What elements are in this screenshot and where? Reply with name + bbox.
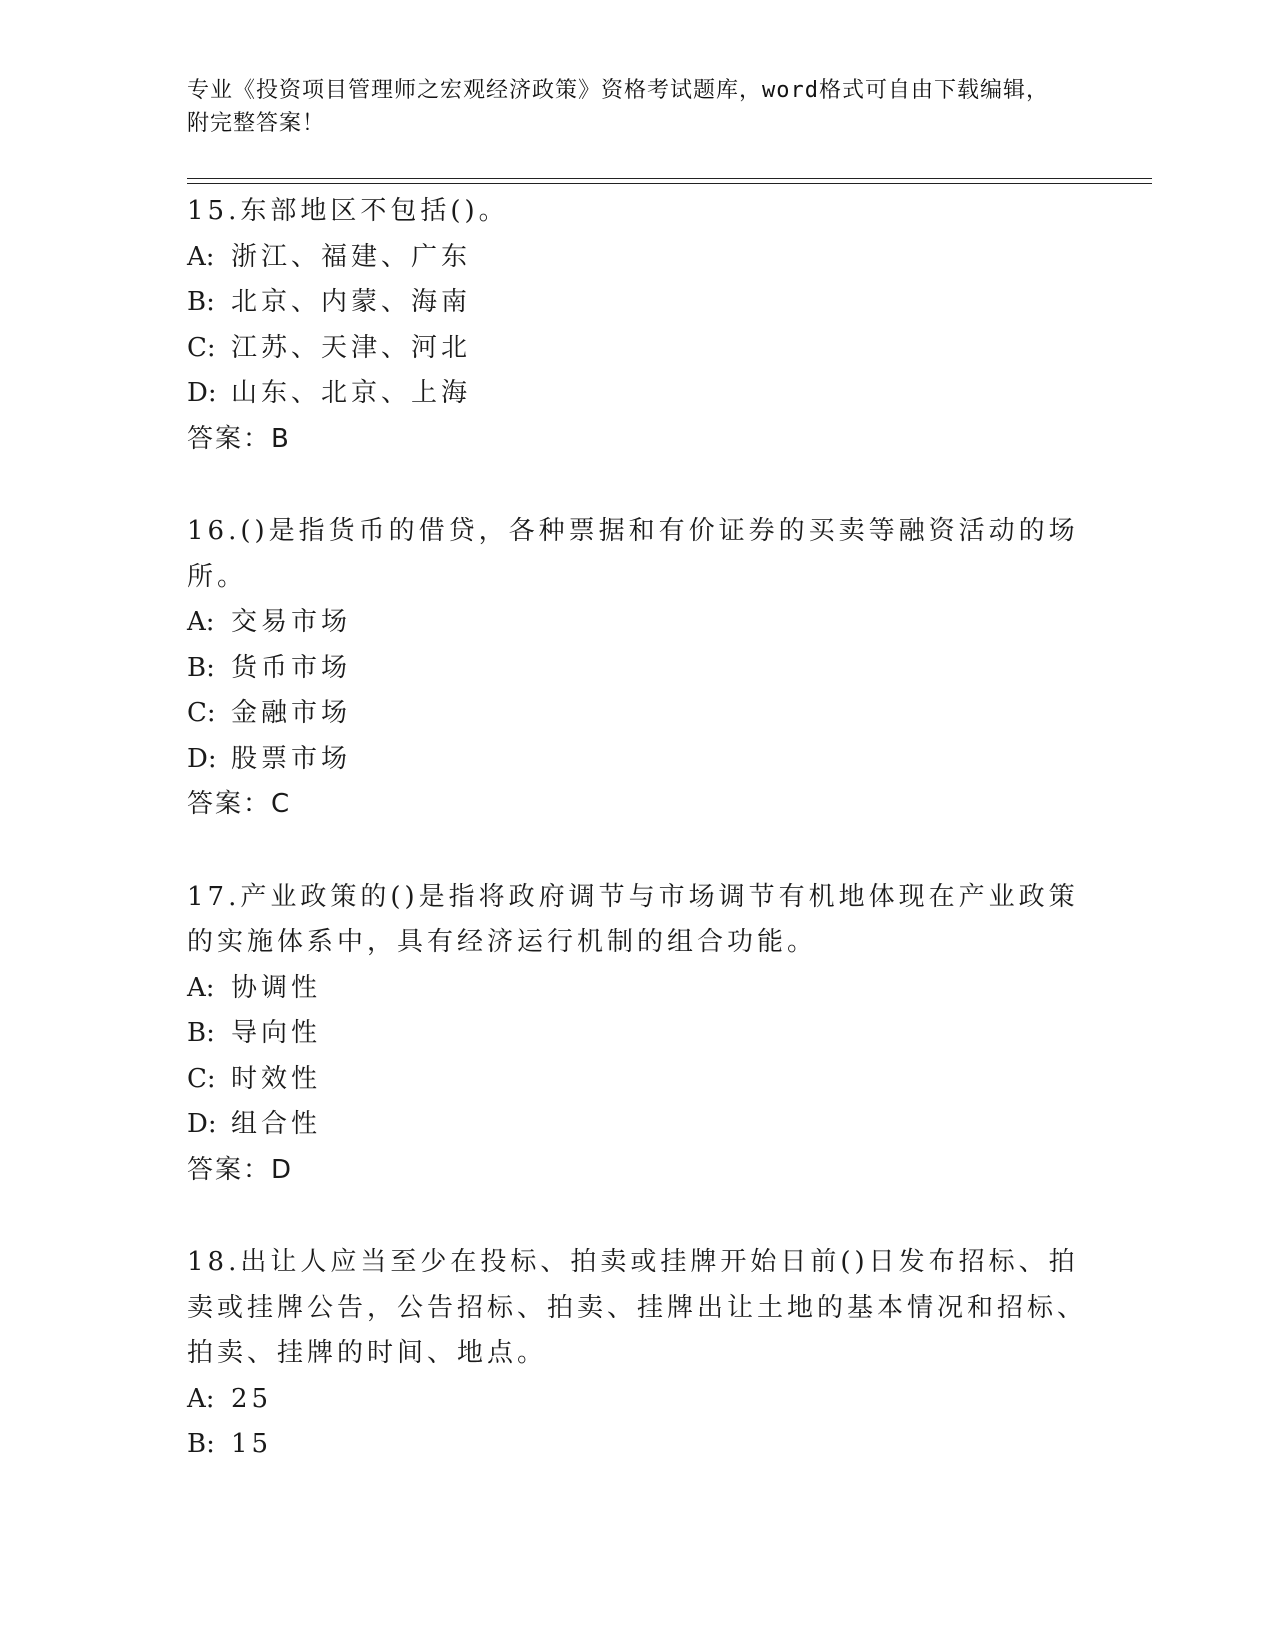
option-b [187, 646, 1087, 692]
option-text: 山东、北京、上海 [231, 378, 472, 408]
option-c [187, 326, 1087, 372]
option-text: 货币市场 [231, 652, 352, 683]
option-b [187, 280, 1087, 326]
option-key: C: [187, 1063, 216, 1094]
option-text: 股票市场 [231, 743, 352, 774]
option-text: 25 [231, 1383, 273, 1414]
option-key: D: [187, 743, 217, 774]
option-text: 15 [231, 1429, 273, 1459]
option-text: 组合性 [231, 1109, 322, 1139]
answer-line: 答案：D [187, 1154, 294, 1185]
option-c [187, 691, 1087, 737]
option-b [187, 1011, 1087, 1057]
question-list [187, 189, 1087, 1515]
question-stem: 17.产业政策的()是指将政府调节与市场调节有机地体现在产业政策的实施体系中，具有经济运行机制的组合功能。 [187, 881, 1079, 957]
option-key: B: [187, 1018, 215, 1048]
option-text: 金融市场 [231, 698, 352, 728]
document-header: 专业《投资项目管理师之宏观经济政策》资格考试题库，word格式可自由下载编辑，附完整答案！ [187, 78, 1049, 136]
question-16 [187, 509, 1087, 828]
question-18 [187, 1240, 1087, 1468]
option-key: A: [187, 607, 215, 637]
option-a [187, 966, 1087, 1012]
option-text: 浙江、福建、广东 [231, 241, 472, 272]
answer-line: 答案：C [187, 789, 292, 819]
option-key: A: [187, 241, 215, 272]
option-text: 北京、内蒙、海南 [231, 287, 472, 317]
option-key: A: [187, 1383, 215, 1414]
option-text: 交易市场 [231, 607, 352, 637]
option-key: B: [187, 1429, 215, 1459]
question-17 [187, 875, 1087, 1194]
option-c [187, 1057, 1087, 1103]
option-key: D: [187, 1109, 217, 1139]
option-a [187, 1377, 1087, 1423]
option-text: 协调性 [231, 972, 322, 1003]
option-key: C: [187, 332, 216, 363]
option-d [187, 1102, 1087, 1148]
option-a [187, 235, 1087, 281]
option-text: 时效性 [231, 1063, 322, 1094]
question-stem: 15.东部地区不包括()。 [187, 196, 509, 226]
question-15 [187, 189, 1087, 462]
option-key: A: [187, 972, 215, 1003]
option-text: 江苏、天津、河北 [231, 332, 472, 363]
option-key: B: [187, 287, 215, 317]
option-d [187, 371, 1087, 417]
header-divider-bottom [187, 183, 1152, 184]
option-text: 导向性 [231, 1018, 322, 1048]
question-stem: 16.()是指货币的借贷，各种票据和有价证券的买卖等融资活动的场所。 [187, 516, 1079, 592]
answer-line: 答案：B [187, 423, 291, 454]
option-key: D: [187, 378, 217, 408]
option-b [187, 1422, 1087, 1468]
option-a [187, 600, 1087, 646]
option-key: C: [187, 698, 216, 728]
option-key: B: [187, 652, 215, 683]
option-d [187, 737, 1087, 783]
question-stem: 18.出让人应当至少在投标、拍卖或挂牌开始日前()日发布招标、拍卖或挂牌公告，公告招标、拍卖、挂牌出让土地的基本情况和招标、拍卖、挂牌的时间、地点。 [187, 1247, 1088, 1368]
header-divider-top [187, 178, 1152, 179]
